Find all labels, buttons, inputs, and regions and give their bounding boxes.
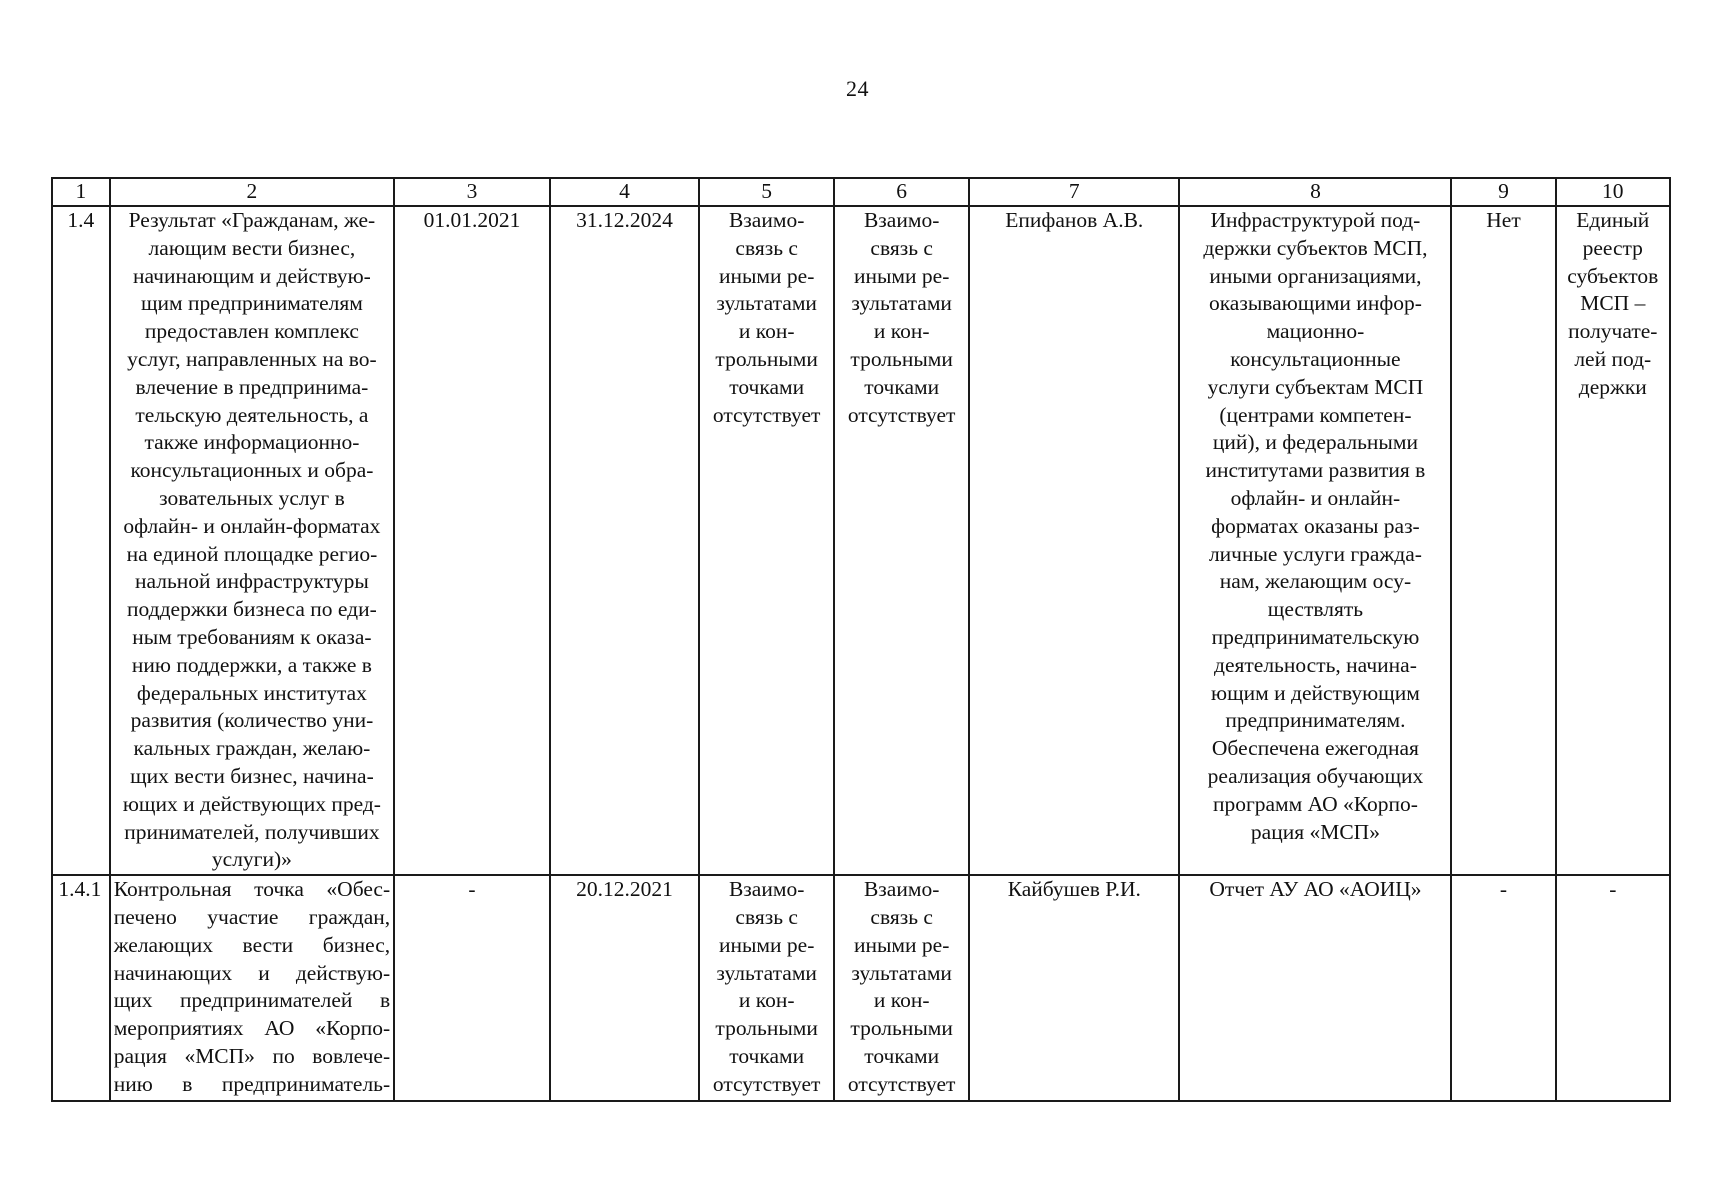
description-line: нию в предприниматель- bbox=[113, 1071, 391, 1096]
header-col-7: 7 bbox=[969, 178, 1179, 206]
table-row bbox=[52, 206, 1670, 875]
header-col-10: 10 bbox=[1556, 178, 1670, 206]
header-row bbox=[52, 178, 1670, 206]
description-line: печено участие граждан, bbox=[113, 904, 391, 929]
header-col-8: 8 bbox=[1179, 178, 1451, 206]
start-date: - bbox=[394, 875, 550, 1101]
results-table bbox=[51, 177, 1671, 1102]
source-registry: Единый реестр субъектов МСП – получате- лей под- держки bbox=[1556, 206, 1670, 875]
end-date: 20.12.2021 bbox=[550, 875, 699, 1101]
checkpoint-description bbox=[110, 875, 394, 1101]
result-description: Результат «Гражданам, же- лающим вести бизнес, начинающим и действую- щим предпринимателям предоставлен комплекс услуг, направленных на во- влечение в предпринима- тельскую деятельность, а также информационно- консультационных и обра- зовательных услуг в офлайн- и онлайн-форматах на единой площадке регио- нальной инфраструктуры поддержки бизнеса по еди- ным требованиям к оказа- нию поддержки, а также в федеральных институтах развития (количество уни- кальных граждан, желаю- щих вести бизнес, начина- ющих и действующих пред- принимателей, получивших услуги)» bbox=[110, 206, 394, 875]
start-date: 01.01.2021 bbox=[394, 206, 550, 875]
header-col-5: 5 bbox=[699, 178, 834, 206]
description-line: Контрольная точка «Обес- bbox=[113, 877, 391, 902]
result-outcome: Отчет АУ АО «АОИЦ» bbox=[1179, 875, 1451, 1101]
header-col-6: 6 bbox=[834, 178, 969, 206]
relation-cell-5: Взаимо- связь с иными ре- зультатами и кон- трольными точками отсутствует bbox=[699, 875, 834, 1101]
row-number: 1.4 bbox=[52, 206, 110, 875]
relation-cell-5: Взаимо- связь с иными ре- зультатами и кон- трольными точками отсутствует bbox=[699, 206, 834, 875]
header-col-9: 9 bbox=[1451, 178, 1555, 206]
description-line: начинающих и действую- bbox=[113, 960, 391, 985]
description-line: рация «МСП» по вовлече- bbox=[113, 1043, 391, 1068]
row-number: 1.4.1 bbox=[52, 875, 110, 1101]
description-line: желающих вести бизнес, bbox=[113, 932, 391, 957]
relation-cell-6: Взаимо- связь с иными ре- зультатами и кон- трольными точками отсутствует bbox=[834, 875, 969, 1101]
header-col-4: 4 bbox=[550, 178, 699, 206]
header-col-1: 1 bbox=[52, 178, 110, 206]
header-col-3: 3 bbox=[394, 178, 550, 206]
page-number: 24 bbox=[846, 76, 869, 101]
header-col-2: 2 bbox=[110, 178, 394, 206]
result-outcome: Инфраструктурой под- держки субъектов МСП, иными организациями, оказывающими инфор- мационно- консультационные услуги субъектам МСП (центрами компетен- ций), и федеральными институтами развития в офлайн- и онлайн- форматах оказаны раз- личные услуги гражда- нам, желающим осу- ществлять предпринимательскую деятельность, начина- ющим и действующим предпринимателям. Обеспечена ежегодная реализация обучающих программ АО «Корпо- рация «МСП» bbox=[1179, 206, 1451, 875]
end-date: 31.12.2024 bbox=[550, 206, 699, 875]
col-9-value: - bbox=[1451, 875, 1555, 1101]
description-line: мероприятиях АО «Корпо- bbox=[113, 1016, 391, 1041]
col-9-value: Нет bbox=[1451, 206, 1555, 875]
table-row bbox=[52, 875, 1670, 1101]
description-line: щих предпринимателей в bbox=[113, 988, 391, 1013]
relation-cell-6: Взаимо- связь с иными ре- зультатами и кон- трольными точками отсутствует bbox=[834, 206, 969, 875]
responsible-person: Епифанов А.В. bbox=[969, 206, 1179, 875]
responsible-person: Кайбушев Р.И. bbox=[969, 875, 1179, 1101]
col-10-value: - bbox=[1556, 875, 1670, 1101]
